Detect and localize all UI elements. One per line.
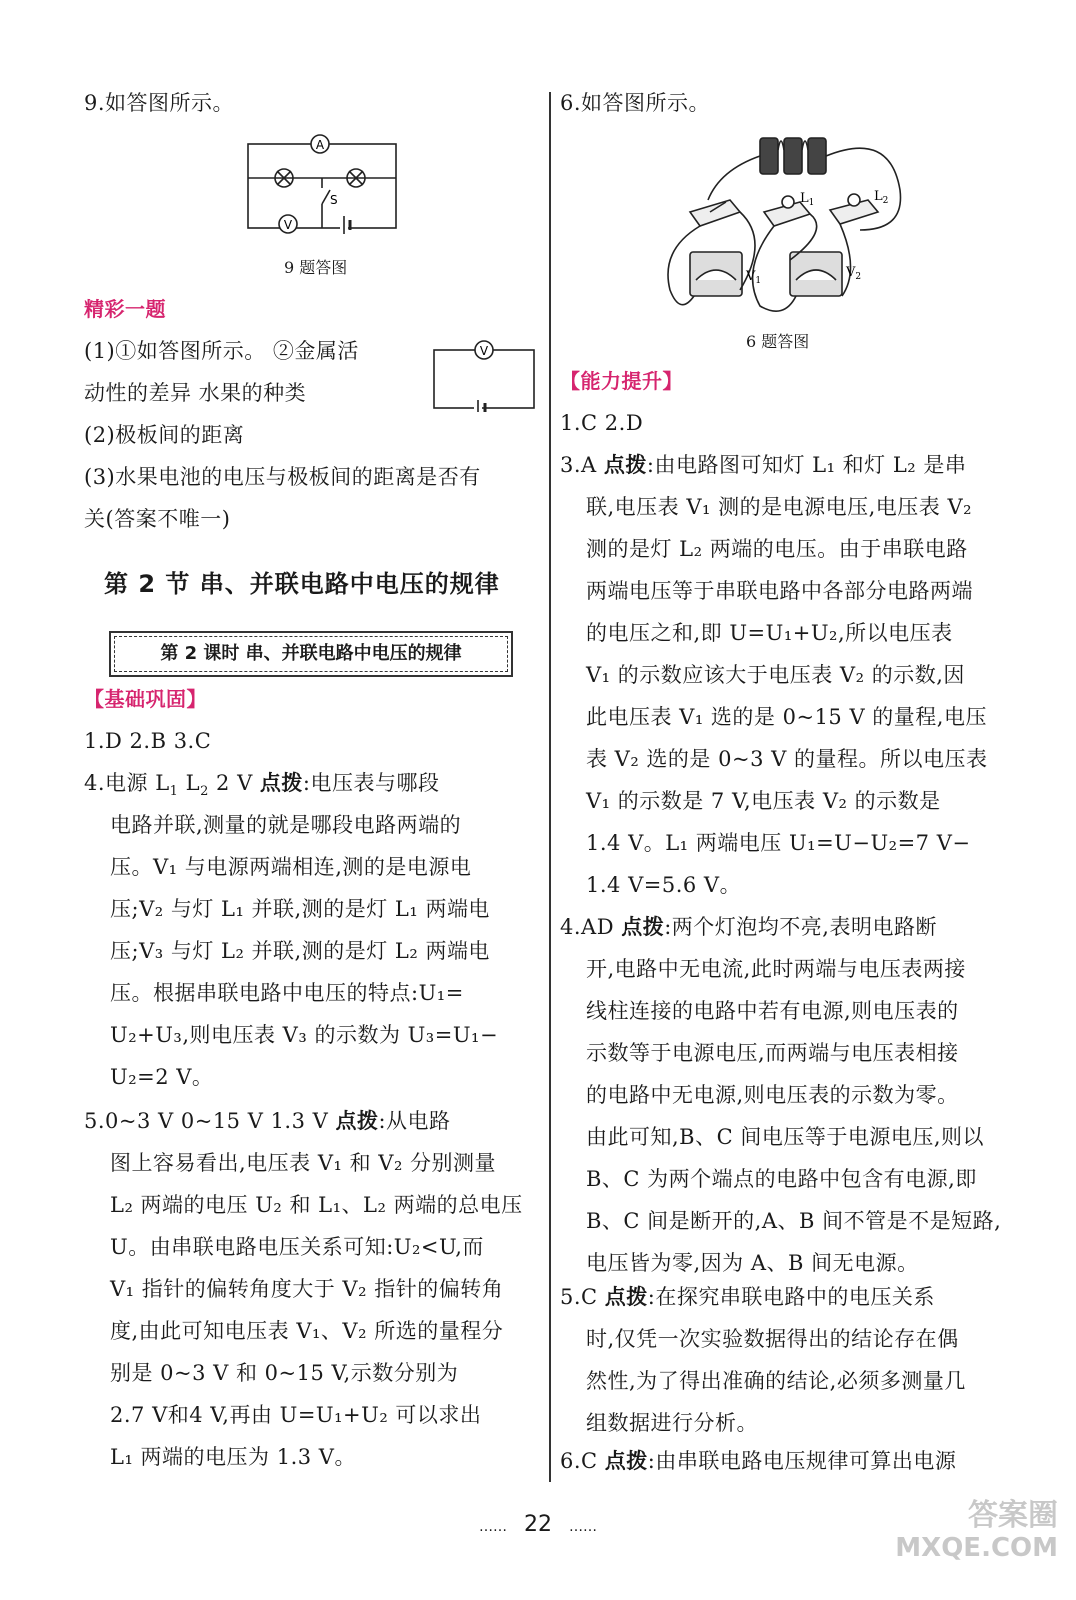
label-l1: $L_1$ — [800, 191, 815, 208]
label-l2: $L_2$ — [874, 189, 889, 206]
q4-line-4: 压;V₂ 与灯 L₁ 并联,测的是灯 L₁ 两端电 — [110, 897, 490, 921]
answers-1-2: 1.C 2.D — [560, 411, 644, 435]
switch-label: S — [330, 193, 338, 207]
r-q3-line-7: 此电压表 V₁ 选的是 0~15 V 的量程,电压 — [586, 705, 987, 729]
r-q4-line-1: 4.AD 点拨:两个灯泡均不亮,表明电路断 — [560, 915, 937, 939]
q4-line-2: 电路并联,测量的就是哪段电路两端的 — [110, 813, 462, 837]
r-q5-line-4: 组数据进行分析。 — [586, 1411, 758, 1435]
r-q4-line-9: 电压皆为零,因为 A、B 间无电源。 — [586, 1251, 919, 1275]
q5-line-2: 图上容易看出,电压表 V₁ 和 V₂ 分别测量 — [110, 1151, 497, 1175]
q4-line-3: 压。V₁ 与电源两端相连,测的是电源电 — [110, 855, 472, 879]
q4-line-6: 压。根据串联电路中电压的特点:U₁= — [110, 981, 464, 1005]
r-q4-line-5: 的电路中无电源,则电压表的示数为零。 — [586, 1083, 959, 1107]
r-q3-line-1: 3.A 点拨:由电路图可知灯 L₁ 和灯 L₂ 是串 — [560, 453, 967, 477]
jc-line-5: 关(答案不唯一) — [84, 507, 231, 531]
r-q5-line-2: 时,仅凭一次实验数据得出的结论存在偶 — [586, 1327, 959, 1351]
ammeter-label: A — [315, 138, 325, 152]
jingcai-header: 精彩一题 — [84, 297, 166, 321]
r-q4-line-2: 开,电路中无电流,此时两端与电压表两接 — [586, 957, 966, 981]
answers-1-3: 1.D 2.B 3.C — [84, 729, 212, 753]
r-q4-line-3: 线柱连接的电路中若有电源,则电压表的 — [586, 999, 959, 1023]
r-q6-line-1: 6.C 点拨:由串联电路电压规律可算出电源 — [560, 1449, 957, 1473]
r-q5-line-1: 5.C 点拨:在探究串联电路中的电压关系 — [560, 1285, 935, 1309]
r-q4-line-6: 由此可知,B、C 间电压等于电源电压,则以 — [586, 1125, 985, 1149]
r-q4-line-4: 示数等于电源电压,而两端与电压表相接 — [586, 1041, 959, 1065]
jc-line-1: (1)①如答图所示。 ②金属活 — [84, 339, 359, 363]
q9-text: 9.如答图所示。 — [84, 91, 235, 115]
r-q3-line-3: 测的是灯 L₂ 两端的电压。由于串联电路 — [586, 537, 968, 561]
r-q4-line-7: B、C 为两个端点的电路中包含有电源,即 — [586, 1167, 977, 1191]
column-divider — [549, 92, 551, 1482]
lesson-title: 第 2 课时 串、并联电路中电压的规律 — [114, 636, 508, 672]
q4-line-1: 4.电源 $L_1$ $L_2$ 2 V 点拨:电压表与哪段 — [84, 771, 440, 800]
q6-text: 6.如答图所示。 — [560, 91, 711, 115]
voltmeter-label: V — [283, 218, 293, 232]
q4-line-8: U₂=2 V。 — [110, 1065, 214, 1089]
q5-line-7: 别是 0~3 V 和 0~15 V,示数分别为 — [110, 1361, 459, 1385]
r-q3-line-5: 的电压之和,即 U=U₁+U₂,所以电压表 — [586, 621, 953, 645]
r-q3-line-4: 两端电压等于串联电路中各部分电路两端 — [586, 579, 973, 603]
circuit-drawing-q6 — [660, 130, 910, 320]
q4-line-7: U₂+U₃,则电压表 V₃ 的示数为 U₃=U₁− — [110, 1023, 499, 1047]
q5-line-9: L₁ 两端的电压为 1.3 V。 — [110, 1445, 356, 1469]
r-q3-line-10: 1.4 V。L₁ 两端电压 U₁=U−U₂=7 V− — [586, 831, 971, 855]
r-q4-line-8: B、C 间是断开的,A、B 间不管是不是短路, — [586, 1209, 1002, 1233]
q5-line-4: U。由串联电路电压关系可知:U₂<U,而 — [110, 1235, 484, 1259]
r-q3-line-2: 联,电压表 V₁ 测的是电源电压,电压表 V₂ — [586, 495, 973, 519]
q6-caption: 6 题答图 — [746, 332, 810, 351]
watermark-logo: 答案圈 MXQE.COM — [895, 1498, 1058, 1563]
jc-line-4: (3)水果电池的电压与极板间的距离是否有 — [84, 465, 481, 489]
q9-caption: 9 题答图 — [284, 258, 348, 277]
section-title: 第 2 节 串、并联电路中电压的规律 — [104, 570, 500, 598]
jc-line-2: 动性的差异 水果的种类 — [84, 381, 307, 405]
r-q3-line-9: V₁ 的示数是 7 V,电压表 V₂ 的示数是 — [586, 789, 941, 813]
r-q5-line-3: 然性,为了得出准确的结论,必须多测量几 — [586, 1369, 966, 1393]
q5-line-5: V₁ 指针的偏转角度大于 V₂ 指针的偏转角 — [110, 1277, 504, 1301]
nengli-header: 【能力提升】 — [560, 369, 683, 393]
q4-line-5: 压;V₃ 与灯 L₂ 并联,测的是灯 L₂ 两端电 — [110, 939, 490, 963]
r-q3-line-11: 1.4 V=5.6 V。 — [586, 873, 742, 897]
circuit-diagram-q9 — [244, 130, 404, 240]
q5-line-1: 5.0~3 V 0~15 V 1.3 V 点拨:从电路 — [84, 1109, 451, 1133]
r-q3-line-8: 表 V₂ 选的是 0~3 V 的量程。所以电压表 — [586, 747, 988, 771]
q5-line-3: L₂ 两端的电压 U₂ 和 L₁、L₂ 两端的总电压 — [110, 1193, 523, 1217]
q5-line-6: 度,由此可知电压表 V₁、V₂ 所选的量程分 — [110, 1319, 504, 1343]
page-number: …… 22 …… — [479, 1512, 597, 1537]
label-v2: $V_2$ — [846, 265, 862, 282]
q5-line-8: 2.7 V和4 V,再由 U=U₁+U₂ 可以求出 — [110, 1403, 482, 1427]
label-v1: $V_1$ — [746, 269, 762, 286]
fruit-voltmeter-label: V — [479, 344, 489, 358]
circuit-diagram-fruit — [432, 338, 536, 412]
jichu-header: 【基础巩固】 — [84, 687, 207, 711]
r-q3-line-6: V₁ 的示数应该大于电压表 V₂ 的示数,因 — [586, 663, 965, 687]
jc-line-3: (2)极板间的距离 — [84, 423, 245, 447]
